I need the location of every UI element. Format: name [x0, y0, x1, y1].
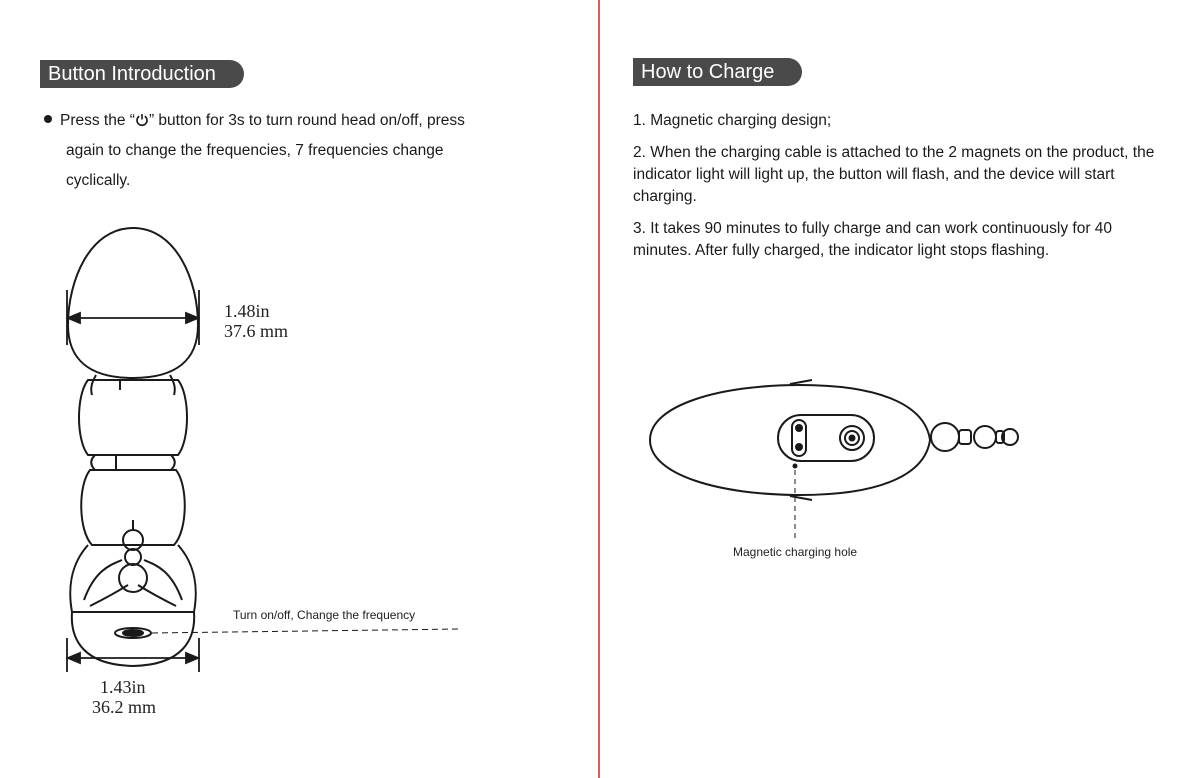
button-callout-label: Turn on/off, Change the frequency [233, 608, 416, 622]
charge-step-2: 2. When the charging cable is attached to the 2 magnets on the product, the indicator light will light up, the button will flash, and the device will start charging. [633, 144, 1155, 205]
bullet-suffix: ” button for 3s to turn round head on/off, press [148, 112, 465, 129]
charge-step-3: 3. It takes 90 minutes to fully charge and can work continuously for 40 minutes. After fully charged, the indicator light stops flashing. [633, 220, 1113, 259]
top-width-mm: 37.6 mm [224, 321, 289, 341]
bullet-prefix: Press the “ [60, 112, 135, 129]
button-introduction-title: Button Introduction [40, 60, 244, 88]
bullet-line-2: again to change the frequencies, 7 frequencies change [66, 142, 444, 159]
top-width-inches: 1.48in [224, 301, 270, 321]
bottom-width-inches: 1.43in [100, 677, 146, 697]
charging-hole-label: Magnetic charging hole [733, 545, 858, 559]
how-to-charge-title: How to Charge [633, 58, 802, 86]
bullet-line-3: cyclically. [66, 172, 131, 189]
bottom-width-mm: 36.2 mm [92, 697, 157, 717]
charge-step-1: 1. Magnetic charging design; [633, 112, 832, 129]
